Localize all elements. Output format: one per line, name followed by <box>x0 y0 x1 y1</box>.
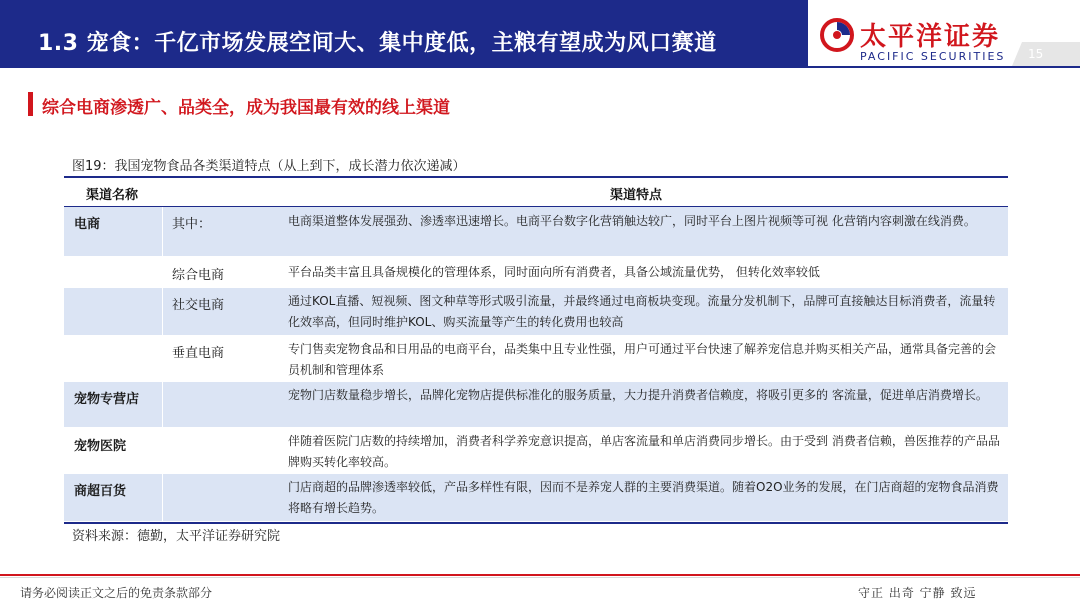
row-description: 专门售卖宠物食品和日用品的电商平台，品类集中且专业性强，用户可通过平台快速了解养宠信息并购买相关产品，通常具备完善的会员机制和管理体系 <box>288 342 997 377</box>
page-number-tab <box>1012 42 1080 66</box>
footer-rule-secondary <box>0 577 1080 578</box>
table-row <box>64 382 1008 428</box>
row-description: 门店商超的品牌渗透率较低，产品多样性有限，因而不是养宠人群的主要消费渠道。随着O2O业务的发展，在门店商超的宠物食品消费将略有增长趋势。 <box>288 480 999 515</box>
row-category: 宠物医院 <box>74 439 127 454</box>
table-row <box>64 257 1008 288</box>
row-subcategory: 综合电商 <box>172 268 225 283</box>
page-number: 15 <box>1028 47 1044 61</box>
subtitle-marker <box>28 92 33 116</box>
row-description: 通过KOL直播、短视频、图文种草等形式吸引流量，并最终通过电商板块变现。流量分发机制下，品牌可直接触达目标消费者，流量转化效率高，但同时维护KOL、购买流量等产生的转化费用也较高 <box>288 294 996 329</box>
table-row <box>64 288 1008 336</box>
figure-caption: 图19：我国宠物食品各类渠道特点（从上到下，成长潜力依次递减） <box>72 159 466 174</box>
logo-name-cn: 太平洋证券 <box>860 22 1001 52</box>
footer-rule <box>0 574 1080 576</box>
row-category: 电商 <box>74 217 101 232</box>
row-description: 电商渠道整体发展强劲、渗透率迅速增长。电商平台数字化营销触达较广，同时平台上图片视频等可视 化营销内容刺激在线消费。 <box>288 214 976 228</box>
section-subtitle: 综合电商渗透广、品类全，成为我国最有效的线上渠道 <box>42 98 450 118</box>
company-logo <box>820 14 1010 64</box>
page-title: 1.3 宠食：千亿市场发展空间大、集中度低，主粮有望成为风口赛道 <box>38 31 717 56</box>
row-subcategory: 垂直电商 <box>172 346 225 361</box>
row-description: 平台品类丰富且具备规模化的管理体系，同时面向所有消费者，具备公域流量优势， 但转化效率较低 <box>288 265 820 279</box>
column-header-features: 渠道特点 <box>610 188 663 203</box>
table-bottom-rule <box>64 522 1008 524</box>
table-header <box>64 178 1008 207</box>
footer-motto: 守正 出奇 宁静 致远 <box>858 586 977 600</box>
row-subcategory: 社交电商 <box>172 298 225 313</box>
row-description: 伴随着医院门店数的持续增加，消费者科学养宠意识提高，单店客流量和单店消费同步增长。由于受到 消费者信赖，兽医推荐的产品品牌购买转化率较高。 <box>288 434 1000 469</box>
channel-table <box>64 176 1008 524</box>
row-subcategory: 其中： <box>172 217 212 232</box>
logo-name-en: PACIFIC SECURITIES <box>860 50 1006 63</box>
logo-emblem-icon <box>820 18 854 52</box>
column-header-channel: 渠道名称 <box>86 188 139 203</box>
header-underline <box>0 66 1080 68</box>
data-source: 资料来源：德勤，太平洋证券研究院 <box>72 529 281 544</box>
table-row <box>64 207 1008 257</box>
footer-disclaimer: 请务必阅读正文之后的免责条款部分 <box>20 586 213 600</box>
row-category: 商超百货 <box>74 484 127 499</box>
table-row <box>64 474 1008 522</box>
table-row <box>64 428 1008 474</box>
header-bar <box>0 0 808 66</box>
row-category: 宠物专营店 <box>74 392 140 407</box>
table-row <box>64 336 1008 382</box>
row-description: 宠物门店数量稳步增长，品牌化宠物店提供标准化的服务质量，大力提升消费者信赖度，将吸引更多的 客流量，促进单店消费增长。 <box>288 388 988 402</box>
